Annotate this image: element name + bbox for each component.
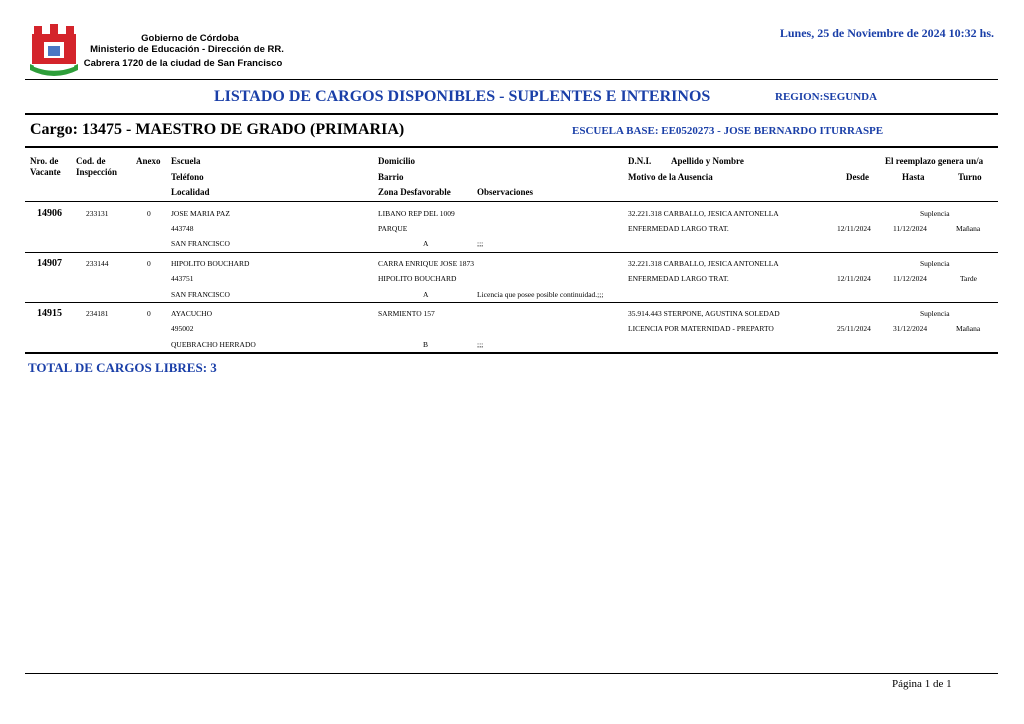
row-zona: A [423,290,429,299]
row-cod: 233131 [86,209,109,218]
row-reemplazo: Suplencia [920,209,950,218]
row-divider [25,302,998,303]
row-telefono: 443748 [171,224,194,233]
row-vacante: 14907 [37,258,62,269]
row-desde: 12/11/2024 [837,274,871,283]
row-dni-nombre: 32.221.318 CARBALLO, JESICA ANTONELLA [628,209,779,218]
row-desde: 25/11/2024 [837,324,871,333]
title-divider [25,113,998,115]
row-anexo: 0 [147,209,151,218]
row-dni-nombre: 35.914.443 STERPONE, AGUSTINA SOLEDAD [628,309,780,318]
col-turno: Turno [958,172,982,182]
header-divider [25,79,998,80]
row-barrio: PARQUE [378,224,408,233]
row-turno: Mañana [956,324,981,333]
region-label: REGION:SEGUNDA [775,91,878,103]
report-date: Lunes, 25 de Noviembre de 2024 10:32 hs. [779,26,994,40]
col-motivo: Motivo de la Ausencia [628,172,713,182]
row-motivo: ENFERMEDAD LARGO TRAT. [628,224,729,233]
org-line-ministry: Ministerio de Educación - Dirección de RR. [90,44,284,55]
row-vacante: 14915 [37,308,62,319]
row-cod: 234181 [86,309,109,318]
row-observaciones: ;;; [477,340,484,349]
col-reemplazo: El reemplazo genera un/a [885,156,984,166]
footer-divider [25,673,998,674]
cargo-title: Cargo: 13475 - MAESTRO DE GRADO (PRIMARIA) [30,121,405,138]
page-number: Página 1 de 1 [892,678,952,690]
row-anexo: 0 [147,259,151,268]
row-hasta: 31/12/2024 [893,324,928,333]
row-hasta: 11/12/2024 [893,274,927,283]
row-cod: 233144 [86,259,109,268]
row-domicilio: LIBANO REP DEL 1009 [378,209,455,218]
col-domicilio: Domicilio [378,156,415,166]
row-turno: Tarde [960,274,977,283]
col-escuela: Escuela [171,156,201,166]
row-barrio: HIPOLITO BOUCHARD [378,274,457,283]
row-localidad: SAN FRANCISCO [171,290,230,299]
row-domicilio: CARRA ENRIQUE JOSE 1873 [378,259,475,268]
col-apellido-nombre: Apellido y Nombre [671,156,744,166]
row-localidad: QUEBRACHO HERRADO [171,340,256,349]
row-reemplazo: Suplencia [920,259,950,268]
col-anexo: Anexo [136,156,161,166]
row-desde: 12/11/2024 [837,224,871,233]
cargo-divider [25,146,998,148]
row-reemplazo: Suplencia [920,309,950,318]
row-motivo: ENFERMEDAD LARGO TRAT. [628,274,729,283]
row-zona: A [423,239,429,248]
col-observaciones: Observaciones [477,187,533,197]
row-localidad: SAN FRANCISCO [171,239,230,248]
row-vacante: 14906 [37,208,62,219]
row-telefono: 443751 [171,274,194,283]
row-escuela: HIPOLITO BOUCHARD [171,259,250,268]
row-zona: B [423,340,429,349]
col-hasta: Hasta [902,172,925,182]
col-cod-inspeccion: Cod. de Inspección [76,156,118,177]
total-cargos-libres: TOTAL DE CARGOS LIBRES: 3 [28,360,217,375]
row-anexo: 0 [147,309,151,318]
row-domicilio: SARMIENTO 157 [378,309,435,318]
col-nro-vacante: Nro. de Vacante [30,156,61,177]
org-line-address: Cabrera 1720 de la ciudad de San Francisco [83,58,283,69]
row-observaciones: ;;; [477,239,484,248]
row-escuela: JOSE MARIA PAZ [171,209,230,218]
col-telefono: Teléfono [171,172,204,182]
row-motivo: LICENCIA POR MATERNIDAD - PREPARTO [628,324,774,333]
row-telefono: 495002 [171,324,194,333]
row-dni-nombre: 32.221.318 CARBALLO, JESICA ANTONELLA [628,259,779,268]
escuela-base: ESCUELA BASE: EE0520273 - JOSE BERNARDO ITURRASPE [572,125,884,137]
table-bottom-divider [25,352,998,354]
col-barrio: Barrio [378,172,404,182]
row-turno: Mañana [956,224,981,233]
col-localidad: Localidad [171,187,210,197]
col-zona: Zona Desfavorable [378,187,451,197]
row-hasta: 11/12/2024 [893,224,927,233]
row-observaciones: Licencia que posee posible continuidad.;;; [477,290,604,299]
row-escuela: AYACUCHO [171,309,212,318]
col-desde: Desde [846,172,869,182]
col-dni: D.N.I. [628,156,652,166]
org-line-government: Gobierno de Córdoba [141,33,239,44]
row-divider [25,252,998,253]
header-row-divider [25,201,998,202]
report-title: LISTADO DE CARGOS DISPONIBLES - SUPLENTES E INTERINOS [214,88,711,105]
